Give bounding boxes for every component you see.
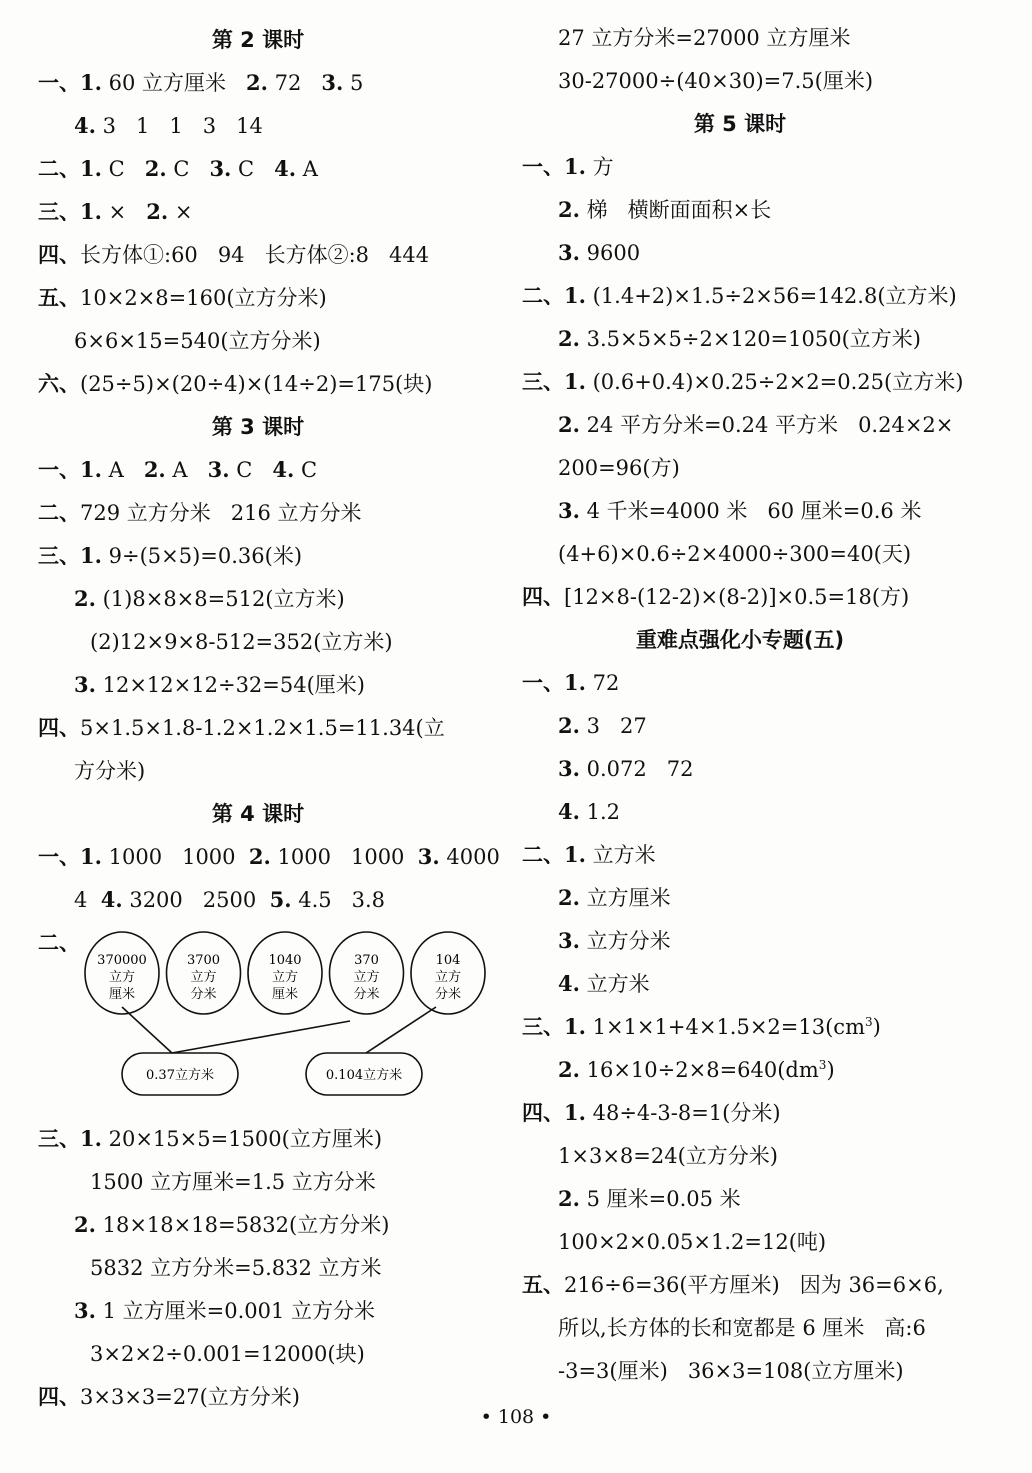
answer-text: 1 立方厘米=0.001 立方分米: [95, 1299, 376, 1323]
answer-text: 立方分米: [579, 929, 671, 953]
circle-text: 370: [354, 953, 379, 968]
answer-text: C: [101, 157, 145, 181]
circle-text: 立方: [271, 970, 299, 985]
answer-text: 4000: [439, 845, 500, 869]
answer-line: [522, 367, 963, 397]
answer-text: C: [229, 458, 273, 482]
section-marker: 六、: [38, 371, 80, 396]
question-number: 2.: [558, 412, 580, 437]
answer-text: 0.072 72: [579, 757, 694, 781]
section-marker: 五、: [38, 285, 80, 310]
answer-line: [74, 1296, 375, 1326]
question-number: 2.: [558, 1186, 580, 1211]
section-title: 重难点强化小专题(五): [635, 628, 845, 652]
answer-text: 方: [585, 155, 614, 179]
answer-text: 200=96(方): [558, 456, 680, 480]
answer-line: [38, 197, 192, 227]
answer-line: [558, 1141, 778, 1171]
answer-text: 3×3×3=27(立方分米): [80, 1385, 300, 1409]
answer-line: [90, 1339, 365, 1369]
circle-text: 厘米: [271, 987, 299, 1002]
oval-text: 0.37立方米: [146, 1068, 214, 1083]
answer-text: 立方米: [585, 843, 656, 867]
section-title: 第 5 课时: [693, 112, 787, 136]
answer-text: 3×2×2÷0.001=12000(块): [90, 1342, 365, 1366]
circle-text: 立方: [108, 970, 136, 985]
answer-text: 4: [74, 888, 101, 912]
answer-text: (25÷5)×(20÷4)×(14÷2)=175(块): [80, 372, 433, 396]
answer-line: [74, 1210, 389, 1240]
question-number: 2.: [144, 156, 167, 181]
circle-text: 立方: [434, 970, 462, 985]
question-number: 1.: [564, 1100, 586, 1125]
unit-circle: [330, 932, 404, 1014]
answer-line: [558, 711, 647, 741]
answer-text: 60 立方厘米: [101, 71, 247, 95]
question-number: 4.: [74, 113, 96, 138]
answer-line: [74, 584, 345, 614]
answer-line: [74, 111, 263, 141]
answer-line: [38, 68, 363, 98]
answer-text: 72: [585, 671, 620, 695]
question-number: 3.: [558, 928, 580, 953]
answer-line: [38, 1124, 382, 1154]
answer-text: ): [872, 1015, 881, 1039]
answer-text: 216÷6=36(平方厘米) 因为 36=6×6,: [564, 1273, 944, 1297]
unit-circle: [85, 932, 159, 1014]
answer-text: (2)12×9×8-512=352(立方米): [90, 630, 393, 654]
section-marker: 四、: [38, 715, 80, 740]
answer-text: 1×3×8=24(立方分米): [558, 1144, 778, 1168]
answer-line: [522, 582, 909, 612]
answer-text: (1.4+2)×1.5÷2×56=142.8(立方米): [585, 284, 957, 308]
answer-text: 1500 立方厘米=1.5 立方分米: [90, 1170, 376, 1194]
answer-line: [558, 496, 921, 526]
answer-text: 24 平方分米=0.24 平方米 0.24×2×: [579, 413, 954, 437]
answer-line: [522, 152, 614, 182]
answer-text: A: [101, 458, 144, 482]
answer-text: 16×10÷2×8=640(dm: [579, 1058, 819, 1082]
answer-text: 所以,长方体的长和宽都是 6 厘米 高:6: [558, 1316, 926, 1340]
page-number: • 108 •: [480, 1406, 552, 1428]
circle-text: 1040: [268, 953, 302, 968]
question-number: 4.: [558, 971, 580, 996]
answer-line: [558, 66, 873, 96]
answer-text: 5 厘米=0.05 米: [579, 1187, 741, 1211]
answer-text: 长方体①:60 94 长方体②:8 444: [80, 243, 430, 267]
question-number: 4.: [558, 799, 580, 824]
section-marker: 五、: [522, 1272, 564, 1297]
answer-text: 3 1 1 3 14: [95, 114, 263, 138]
answer-oval: [122, 1053, 238, 1095]
question-number: 1.: [80, 70, 102, 95]
answer-line: [558, 1356, 904, 1386]
answer-line: [522, 1012, 881, 1042]
circle-text: 分米: [434, 987, 462, 1002]
answer-line: [558, 797, 620, 827]
answer-line: [74, 885, 385, 915]
answer-text: 48÷4-3-8=1(分米): [585, 1101, 781, 1125]
answer-text: 梯 横断面面积×长: [579, 198, 772, 222]
circle-text: 分米: [190, 987, 217, 1002]
answer-line: [522, 668, 619, 698]
answer-text: 1000 1000: [101, 845, 249, 869]
question-number: 2.: [248, 844, 271, 869]
section-marker: 一、: [38, 457, 80, 482]
question-number: 4.: [100, 887, 123, 912]
answer-text: (0.6+0.4)×0.25÷2×2=0.25(立方米): [585, 370, 964, 394]
question-number: 1.: [564, 1014, 586, 1039]
answer-text: A: [296, 157, 318, 181]
answer-line: [522, 1270, 944, 1300]
answer-line: [558, 195, 771, 225]
question-number: 2.: [558, 1057, 580, 1082]
section-marker: 一、: [522, 154, 564, 179]
circle-text: 分米: [353, 987, 380, 1002]
superscript: 3: [818, 1058, 827, 1072]
section-marker: 二、: [38, 500, 80, 525]
answer-text: 1.2: [579, 800, 621, 824]
answer-text: 3 27: [579, 714, 647, 738]
question-number: 1.: [564, 283, 586, 308]
question-number: 3.: [558, 756, 580, 781]
answer-text: -3=3(厘米) 36×3=108(立方厘米): [558, 1359, 904, 1383]
circle-text: 370000: [97, 953, 147, 968]
answer-text: ): [826, 1058, 835, 1082]
question-number: 4.: [274, 156, 297, 181]
question-number: 3.: [74, 672, 96, 697]
section-title: 第 2 课时: [211, 28, 305, 52]
answer-line: [38, 369, 432, 399]
question-number: 1.: [80, 199, 102, 224]
answer-text: (4+6)×0.6÷2×4000÷300=40(天): [558, 542, 912, 566]
answer-line: [522, 281, 957, 311]
answer-text: 10×2×8=160(立方分米): [80, 286, 327, 310]
answer-text: 729 立方分米 216 立方分米: [80, 501, 362, 525]
unit-circle: [411, 932, 485, 1014]
section-marker: 三、: [522, 1014, 564, 1039]
answer-text: 5×1.5×1.8-1.2×1.2×1.5=11.34(立: [80, 716, 445, 740]
unit-circle: [248, 932, 322, 1014]
section-title: 第 3 课时: [211, 415, 305, 439]
question-number: 5.: [269, 887, 292, 912]
question-number: 1.: [564, 670, 586, 695]
answer-text: ×: [168, 200, 193, 224]
section-marker: 二、: [522, 283, 564, 308]
answer-line: [558, 539, 911, 569]
section-marker: 二、: [38, 156, 80, 181]
answer-text: A: [165, 458, 208, 482]
answer-line: [74, 756, 145, 786]
answer-text: C: [166, 157, 210, 181]
question-number: 2.: [74, 586, 96, 611]
answer-text: 4.5 3.8: [291, 888, 386, 912]
section-marker: 三、: [38, 1126, 80, 1151]
question-number: 2.: [143, 457, 166, 482]
answer-text: 5832 立方分米=5.832 立方米: [90, 1256, 382, 1280]
answer-text: 18×18×18=5832(立方分米): [95, 1213, 390, 1237]
question-number: 3.: [558, 498, 580, 523]
answer-line: [558, 1313, 926, 1343]
section-marker: 三、: [38, 199, 80, 224]
superscript: 3: [864, 1015, 873, 1029]
answer-line: [522, 1098, 781, 1128]
question-number: 2.: [558, 326, 580, 351]
answer-text: 立方厘米: [579, 886, 671, 910]
question-number: 3.: [321, 70, 344, 95]
section-marker: 二、: [38, 930, 80, 955]
answer-oval: [306, 1053, 422, 1095]
section-marker: 二、: [522, 842, 564, 867]
answer-line: [38, 455, 317, 485]
circle-text: 厘米: [108, 987, 136, 1002]
question-number: 3.: [558, 240, 580, 265]
answer-line: [558, 1055, 835, 1085]
answer-text: [12×8-(12-2)×(8-2)]×0.5=18(方): [564, 585, 910, 609]
circle-text: 立方: [353, 970, 380, 985]
answer-line: [558, 410, 953, 440]
answer-line: [90, 1167, 376, 1197]
section-marker: 三、: [522, 369, 564, 394]
section-marker: 一、: [38, 844, 80, 869]
answer-text: 100×2×0.05×1.2=12(吨): [558, 1230, 827, 1254]
answer-line: [558, 754, 693, 784]
question-number: 1.: [564, 842, 586, 867]
section-marker: 一、: [38, 70, 80, 95]
section-marker: 三、: [38, 543, 80, 568]
question-number: 2.: [246, 70, 268, 95]
section-marker: 四、: [522, 1100, 564, 1125]
answer-text: 20×15×5=1500(立方厘米): [101, 1127, 383, 1151]
circle-text: 3700: [186, 953, 221, 968]
answer-line: [38, 541, 302, 571]
match-line: [122, 1007, 172, 1053]
section-title: 第 4 课时: [211, 802, 305, 826]
unit-circle: [167, 932, 241, 1014]
match-line: [172, 1021, 350, 1053]
question-number: 3.: [207, 457, 230, 482]
section-marker: 一、: [522, 670, 564, 695]
question-number: 2.: [74, 1212, 96, 1237]
question-number: 2.: [146, 199, 169, 224]
answer-line: [90, 627, 393, 657]
answer-line: [558, 453, 680, 483]
answer-line: [38, 154, 318, 184]
answer-line: [558, 23, 850, 53]
answer-text: C: [231, 157, 275, 181]
answer-line: [38, 713, 445, 743]
question-number: 2.: [558, 197, 580, 222]
question-number: 2.: [558, 885, 580, 910]
question-number: 1.: [80, 457, 102, 482]
answer-text: 1×1×1+4×1.5×2=13(cm: [585, 1015, 865, 1039]
circle-text: 立方: [190, 970, 217, 985]
answer-line: [558, 969, 650, 999]
answer-text: 9600: [579, 241, 641, 265]
answer-text: 6×6×15=540(立方分米): [74, 329, 321, 353]
section-marker: 四、: [38, 242, 80, 267]
answer-line: [38, 240, 429, 270]
answer-line: [74, 670, 365, 700]
circle-text: 104: [435, 953, 461, 968]
question-number: 3.: [74, 1298, 96, 1323]
question-number: 1.: [564, 154, 586, 179]
question-number: 1.: [80, 844, 102, 869]
answer-line: [558, 324, 921, 354]
answer-line: [90, 1253, 382, 1283]
question-number: 1.: [80, 1126, 102, 1151]
answer-text: 1000 1000: [270, 845, 418, 869]
answer-text: 27 立方分米=27000 立方厘米: [558, 26, 851, 50]
answer-line: [38, 842, 500, 872]
section-marker: 四、: [38, 1384, 80, 1409]
answer-text: 3200 2500: [122, 888, 270, 912]
answer-text: 3.5×5×5÷2×120=1050(立方米): [579, 327, 921, 351]
answer-line: [38, 498, 362, 528]
question-number: 3.: [417, 844, 440, 869]
answer-text: 方分米): [74, 759, 146, 783]
question-number: 3.: [209, 156, 232, 181]
answer-text: 72: [267, 71, 322, 95]
answer-text: 12×12×12÷32=54(厘米): [95, 673, 365, 697]
answer-text: ×: [101, 200, 147, 224]
unit-matching-diagram: [60, 925, 480, 1100]
question-number: 1.: [80, 156, 102, 181]
answer-line: [558, 1227, 826, 1257]
answer-text: 4 千米=4000 米 60 厘米=0.6 米: [579, 499, 922, 523]
answer-line: [558, 926, 671, 956]
question-number: 1.: [80, 543, 102, 568]
answer-text: 9÷(5×5)=0.36(米): [101, 544, 303, 568]
answer-line: [522, 840, 656, 870]
answer-text: 30-27000÷(40×30)=7.5(厘米): [558, 69, 874, 93]
answer-line: [38, 283, 327, 313]
oval-text: 0.104立方米: [325, 1068, 403, 1083]
question-number: 1.: [564, 369, 586, 394]
answer-text: 5: [343, 71, 364, 95]
answer-text: (1)8×8×8=512(立方米): [95, 587, 345, 611]
question-number: 2.: [558, 713, 580, 738]
question-number: 4.: [272, 457, 295, 482]
answer-text: 立方米: [579, 972, 650, 996]
answer-line: [558, 238, 640, 268]
answer-line: [74, 326, 321, 356]
section-marker: 四、: [522, 584, 564, 609]
answer-line: [558, 1184, 741, 1214]
answer-text: C: [294, 458, 318, 482]
match-line: [366, 1007, 436, 1053]
answer-line: [558, 883, 671, 913]
